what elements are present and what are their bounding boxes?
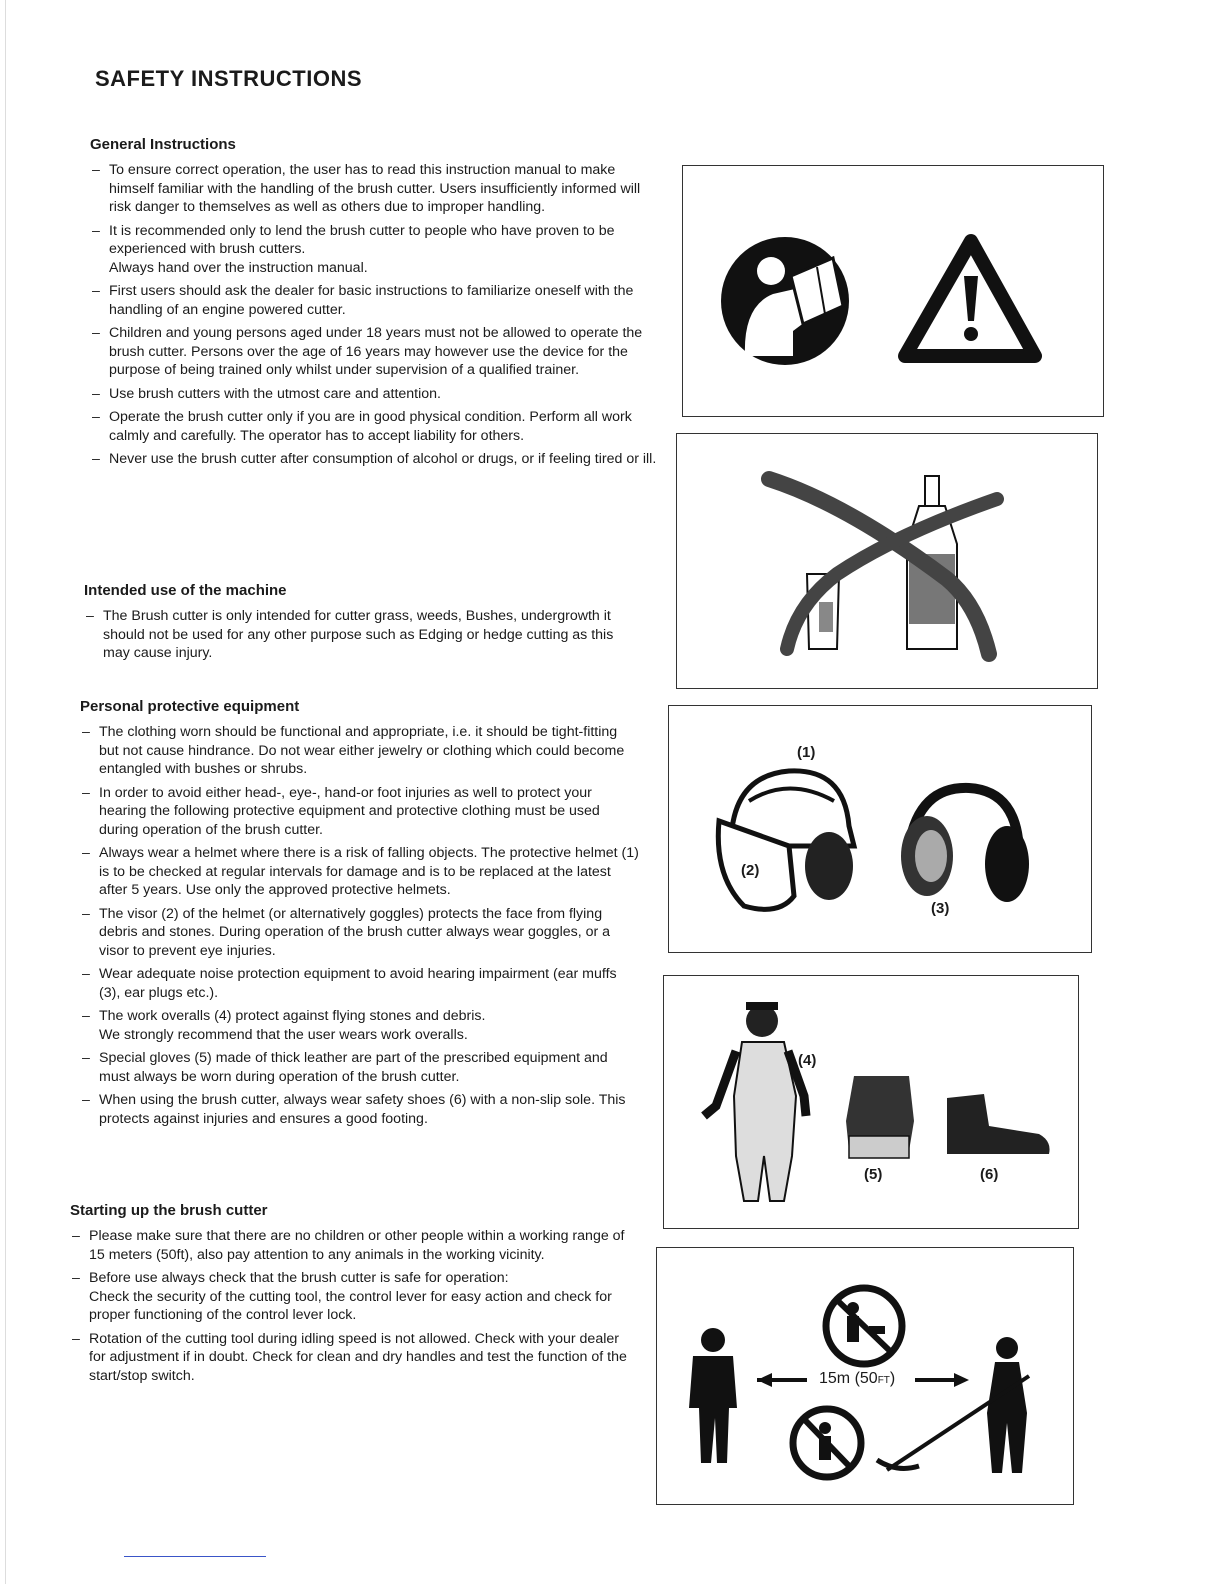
label-gloves: (5) <box>864 1166 883 1183</box>
worker-overalls-icon <box>704 1002 806 1201</box>
list-item: – Use brush cutters with the utmost care and attention. <box>90 385 660 404</box>
list-item: – Always wear a helmet where there is a risk of falling objects. The protective helmet (1) is to be checked at regular intervals for damage and is to be replaced at the latest after 5 years. Use only the approved protective helmets. <box>80 844 640 900</box>
list-item: – The clothing worn should be functional and appropriate, i.e. it should be tight-fitting but not cause hindrance. Do not wear either jewelry or clothing which could become entangled with bushes or shrubs. <box>80 723 640 779</box>
general-list <box>90 161 660 469</box>
earmuffs-icon <box>901 788 1029 902</box>
figure-no-alcohol <box>676 433 1098 689</box>
list-item: – The visor (2) of the helmet (or alternatively goggles) protects the face from flying debris and stones. During operation of the brush cutter always wear goggles, or a visor to prevent eye injuries. <box>80 905 640 961</box>
read-manual-icon <box>721 237 849 365</box>
bystander-icon <box>689 1328 737 1463</box>
list-item: – Please make sure that there are no children or other people within a working range of 15 meters (50ft), also pay attention to any animals in the working vicinity. <box>70 1227 630 1264</box>
section-heading-intended-use: Intended use of the machine <box>84 582 287 599</box>
label-overalls: (4) <box>798 1052 817 1069</box>
warning-triangle-icon <box>905 241 1035 356</box>
list-item: – It is recommended only to lend the brush cutter to people who have proven to be experienced with brush cutters. Always hand over the instruction manual. <box>90 222 660 278</box>
no-children-icon <box>793 1409 861 1477</box>
arrow-right-icon <box>915 1373 969 1387</box>
section-startup <box>70 1202 630 1390</box>
list-item: – The work overalls (4) protect against flying stones and debris. We strongly recommend that the user wears work overalls. <box>80 1007 640 1044</box>
list-item: – When using the brush cutter, always wear safety shoes (6) with a non-slip sole. This protects against injuries and ensures a good footing. <box>80 1091 640 1128</box>
list-item: – To ensure correct operation, the user has to read this instruction manual to make himself familiar with the handling of the brush cutter. Users insufficiently informed will risk danger to themselves as well as others due to improper handling. <box>90 161 660 217</box>
section-heading-startup: Starting up the brush cutter <box>70 1202 268 1219</box>
section-intended-use <box>84 582 644 668</box>
label-helmet: (1) <box>797 744 816 761</box>
arrow-left-icon <box>757 1373 807 1387</box>
section-ppe <box>80 698 640 1133</box>
section-heading-general: General Instructions <box>90 136 236 153</box>
list-item: – The Brush cutter is only intended for cutter grass, weeds, Bushes, undergrowth it should not be used for any other purpose such as Edging or hedge cutting as this may cause injury. <box>84 607 644 663</box>
safety-shoe-icon <box>947 1094 1050 1154</box>
list-item: – Before use always check that the brush cutter is safe for operation: Check the security of the cutting tool, the control lever for easy action and check for proper functioning of the control lever lock. <box>70 1269 630 1325</box>
intended-list <box>84 607 644 663</box>
page-title: SAFETY INSTRUCTIONS <box>95 66 363 91</box>
scan-edge <box>5 0 6 1584</box>
section-heading-ppe: Personal protective equipment <box>80 698 300 715</box>
cross-out-icon <box>769 479 997 654</box>
section-general <box>90 136 660 474</box>
glove-icon <box>846 1076 914 1158</box>
figure-overalls-gloves-shoes <box>663 975 1079 1229</box>
list-item: – In order to avoid either head-, eye-, hand-or foot injuries as well to protect your hearing the following protective equipment and protective clothing must be used during operation of the brush cutter. <box>80 784 640 840</box>
label-shoes: (6) <box>980 1166 999 1183</box>
operator-brush-cutter-icon <box>877 1337 1029 1473</box>
list-item: – First users should ask the dealer for basic instructions to familiarize oneself with the handling of an engine powered cutter. <box>90 282 660 319</box>
list-item: – Special gloves (5) made of thick leather are part of the prescribed equipment and must always be worn during operation of the brush cutter. <box>80 1049 640 1086</box>
list-item: – Never use the brush cutter after consumption of alcohol or drugs, or if feeling tired or ill. <box>90 450 660 469</box>
distance-label: 15m (50FT) <box>819 1370 896 1387</box>
figure-read-manual-warning <box>682 165 1104 417</box>
list-item: – Children and young persons aged under 18 years must not be allowed to operate the brush cutter. Persons over the age of 16 years may however use the device for the purpose of being trained only whilst under supervision of a qualified trainer. <box>90 324 660 380</box>
helmet-icon <box>718 771 854 909</box>
ppe-list <box>80 723 640 1128</box>
no-persons-animals-icon <box>826 1288 902 1364</box>
footer-rule <box>124 1556 266 1557</box>
startup-list <box>70 1227 630 1385</box>
figure-safe-distance <box>656 1247 1074 1505</box>
label-earmuffs: (3) <box>931 900 950 917</box>
label-visor: (2) <box>741 862 760 879</box>
list-item: – Wear adequate noise protection equipment to avoid hearing impairment (ear muffs (3), ear plugs etc.). <box>80 965 640 1002</box>
figure-helmet-earmuffs <box>668 705 1092 953</box>
list-item: – Operate the brush cutter only if you are in good physical condition. Perform all work calmly and carefully. The operator has to accept liability for others. <box>90 408 660 445</box>
list-item: – Rotation of the cutting tool during idling speed is not allowed. Check with your dealer for adjustment if in doubt. Check for clean and dry handles and test the function of the start/stop switch. <box>70 1330 630 1386</box>
